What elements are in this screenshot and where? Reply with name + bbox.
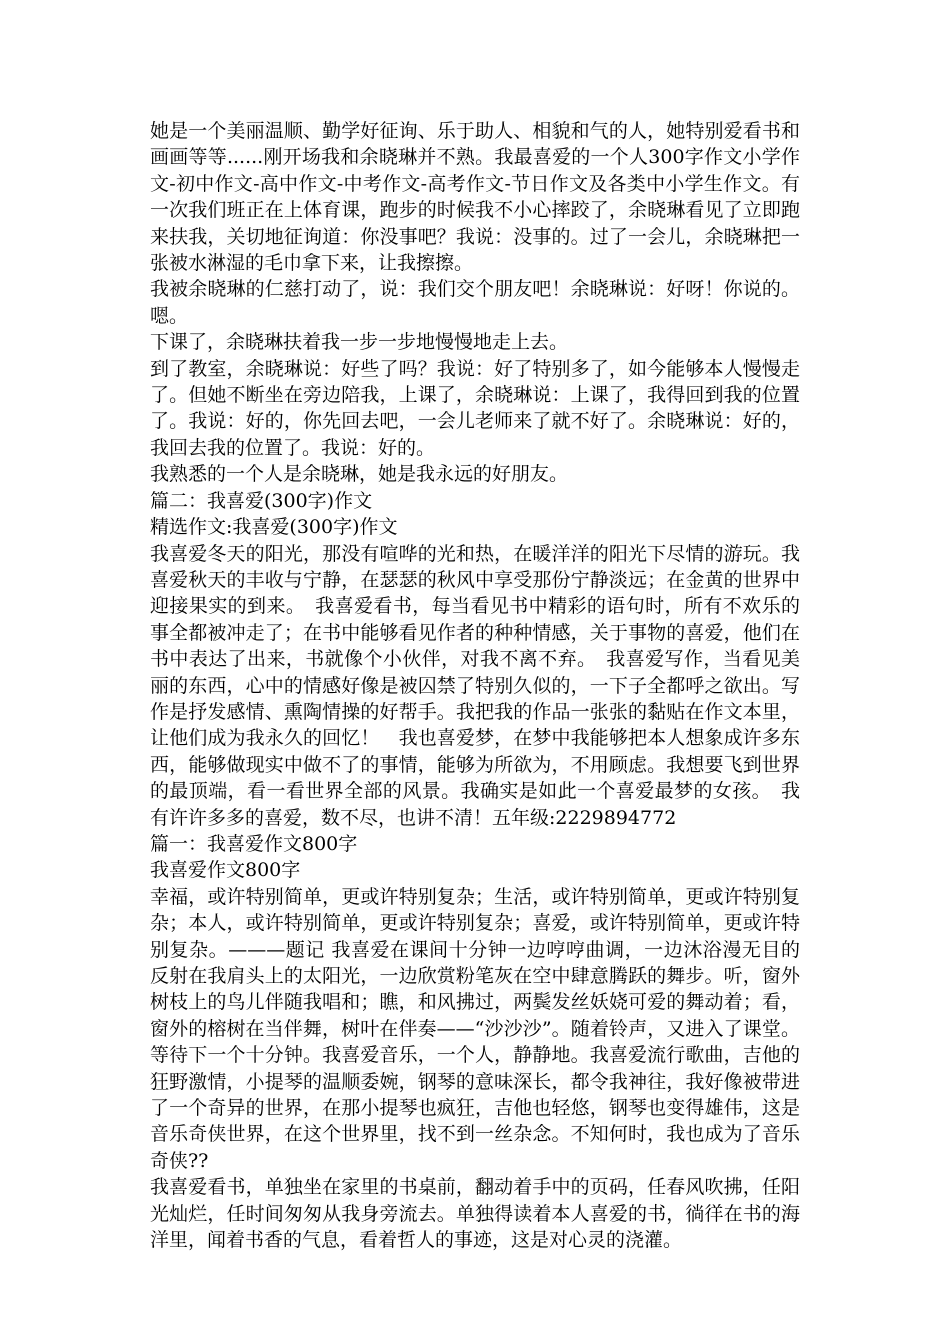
- section-heading-1: 篇一：我喜爱作文800字: [150, 832, 358, 855]
- document-body: [150, 118, 800, 1253]
- paragraph-6: 我喜爱冬天的阳光，那没有喧哗的光和热，在暖洋洋的阳光下尽情的游玩。我喜爱秋天的丰收与宁静，在瑟瑟的秋风中享受那份宁静淡远；在金黄的世界中迎接果实的到来。 我喜爱看书，每当看见书中精彩的语句时，所有不欢乐的事全都被冲走了；在书中能够看见作者的种种情感，关于事物的喜爱，他们在书中表达了出来，书就像个小伙伴，对我不离不弃。 我喜爱写作，当看见美丽的东西，心中的情感好像是被囚禁了特别久似的，一下子全都呼之欲出。写作是抒发感情、熏陶情操的好帮手。我把我的作品一张张的黏贴在作文本里，让他们成为我永久的回忆！ 我也喜爱梦，在梦中我能够把本人想象成许多东西，能够做现实中做不了的事情，能够为所欲为，不用顾虑。我想要飞到世界的最顶端，看一看世界全部的风景。我确实是如此一个喜爱最梦的女孩。 我有许许多多的喜爱，数不尽，也讲不清！五年级:2229894772: [150, 542, 800, 829]
- paragraph-4: 到了教室，余晓琳说：好些了吗？我说：好了特别多了，如今能够本人慢慢走了。但她不断坐在旁边陪我，上课了，余晓琳说：上课了，我得回到我的位置了。我说：好的，你先回去吧，一会儿老师来了就不好了。余晓琳说：好的，我回去我的位置了。我说：好的。: [150, 357, 800, 459]
- section-subheading-1: 我喜爱作文800字: [150, 859, 301, 882]
- section-heading-2: 篇二：我喜爱(300字)作文: [150, 489, 373, 512]
- paragraph-1: 她是一个美丽温顺、勤学好征询、乐于助人、相貌和气的人，她特别爱看书和画画等等......刚开场我和余晓琳并不熟。我最喜爱的一个人300字作文小学作文-初中作文-高中作文-中考作文-高考作文-节日作文及各类中小学生作文。有一次我们班正在上体育课，跑步的时候我不小心摔跤了，余晓琳看见了立即跑来扶我，关切地征询道：你没事吧？我说：没事的。过了一会儿，余晓琳把一张被水淋湿的毛巾拿下来，让我擦擦。: [150, 120, 800, 275]
- paragraph-7: 幸福，或许特别简单，更或许特别复杂；生活，或许特别简单，更或许特别复杂；本人，或许特别简单，更或许特别复杂；喜爱，或许特别简单，更或许特别复杂。———题记 我喜爱在课间十分钟一边哼哼曲调，一边沐浴漫无目的反射在我肩头上的太阳光，一边欣赏粉笔灰在空中肆意腾跃的舞步。听，窗外树枝上的鸟儿伴随我唱和；瞧，和风拂过，两鬓发丝妖娆可爱的舞动着；看，窗外的榕树在当伴舞，树叶在伴奏——“沙沙沙”。随着铃声，又进入了课堂。等待下一个十分钟。我喜爱音乐，一个人，静静地。我喜爱流行歌曲，吉他的狂野激情，小提琴的温顺委婉，钢琴的意味深长，都令我神往，我好像被带进了一个奇异的世界，在那小提琴也疯狂，吉他也轻悠，钢琴也变得雄伟，这是音乐奇侠世界，在这个世界里，找不到一丝杂念。不知何时，我也成为了音乐奇侠??: [150, 885, 800, 1172]
- section-subheading-2: 精选作文:我喜爱(300字)作文: [150, 516, 398, 539]
- paragraph-8: 我喜爱看书，单独坐在家里的书桌前，翻动着手中的页码，任春风吹拂，任阳光灿烂，任时间匆匆从我身旁流去。单独得读着本人喜爱的书，徜徉在书的海洋里，闻着书香的气息，看着哲人的事迹，这是对心灵的浇灌。: [150, 1176, 800, 1252]
- paragraph-3: 下课了，余晓琳扶着我一步一步地慢慢地走上去。: [150, 331, 569, 354]
- paragraph-5: 我熟悉的一个人是余晓琳，她是我永远的好朋友。: [150, 463, 569, 486]
- paragraph-2: 我被余晓琳的仁慈打动了，说：我们交个朋友吧！余晓琳说：好呀！你说的。嗯。: [150, 278, 800, 327]
